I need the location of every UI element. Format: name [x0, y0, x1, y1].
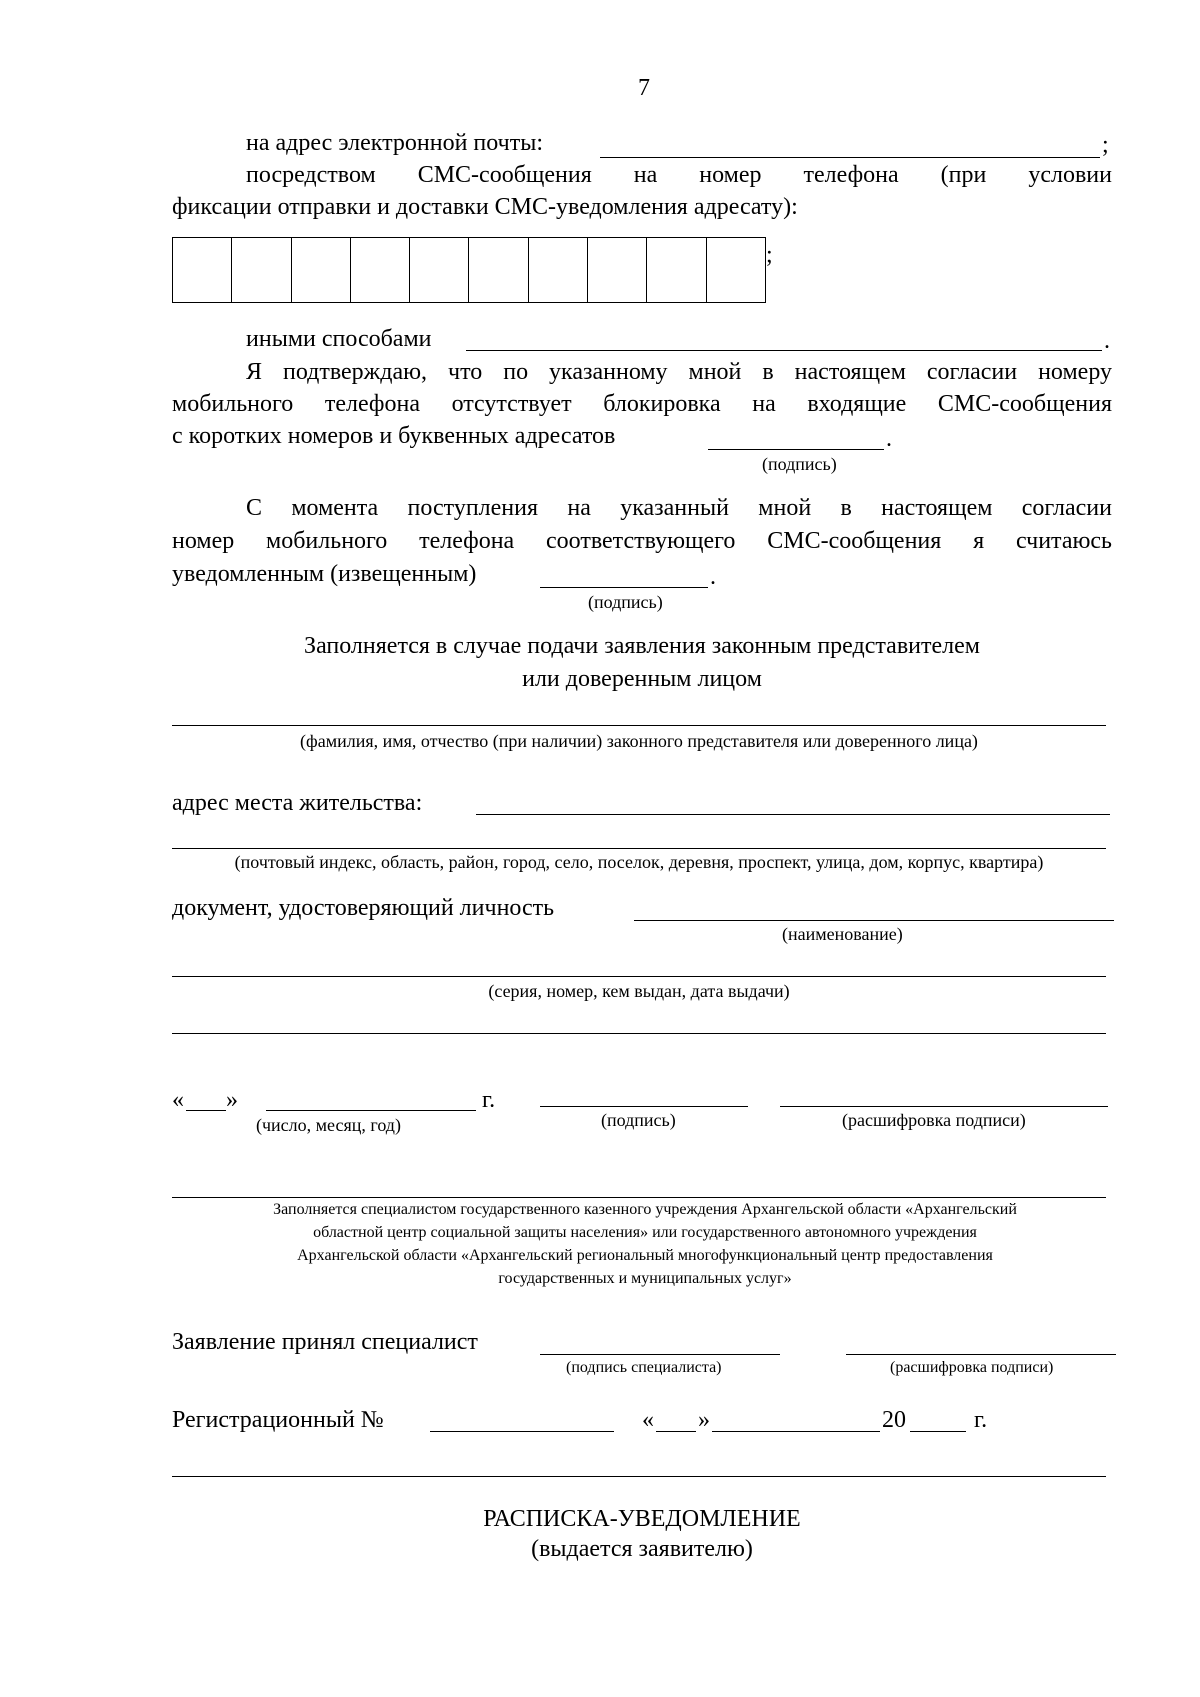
confirm-line-2: мобильного телефона отсутствует блокировка на входящие СМС-сообщения	[172, 391, 1112, 417]
address-caption: (почтовый индекс, область, район, город, село, поселок, деревня, проспект, улица, дом, корпус, квартира)	[234, 852, 1044, 872]
date-caption: (число, месяц, год)	[256, 1115, 401, 1135]
phone-digit-cell[interactable]	[173, 238, 232, 302]
registration-open-quote: «	[642, 1407, 654, 1433]
confirm-line-1: Я подтверждаю, что по указанному мной в настоящем согласии номеру	[246, 359, 1112, 385]
representative-fio-caption: (фамилия, имя, отчество (при наличии) законного представителя или доверенного лица)	[300, 731, 978, 751]
registration-close-quote: »	[698, 1407, 710, 1433]
id-document-name-field[interactable]	[634, 920, 1114, 921]
id-document-details-field-2[interactable]	[172, 1033, 1106, 1034]
specialist-note-line-1: Заполняется специалистом государственного казенного учреждения Архангельской области «Архангельский	[273, 1201, 1017, 1218]
confirm-line-3-end: .	[886, 426, 892, 452]
phone-digit-cell[interactable]	[351, 238, 410, 302]
phone-end: ;	[766, 242, 773, 268]
page-number: 7	[638, 75, 650, 101]
id-document-details-field[interactable]	[172, 976, 1106, 977]
section-divider-2	[172, 1476, 1106, 1477]
phone-digit-cell[interactable]	[410, 238, 469, 302]
registration-year-prefix: 20	[882, 1407, 906, 1433]
date-open-quote: «	[172, 1087, 184, 1113]
moment-line-3-end: .	[710, 564, 716, 590]
phone-digit-cell[interactable]	[529, 238, 588, 302]
phone-digit-cell[interactable]	[588, 238, 647, 302]
specialist-decode-field[interactable]	[846, 1354, 1116, 1355]
phone-number-grid	[172, 237, 766, 303]
moment-line-3: уведомленным (извещенным)	[172, 561, 477, 587]
registration-year-field[interactable]	[910, 1431, 966, 1432]
address-label: адрес места жительства:	[172, 790, 423, 816]
address-field[interactable]	[476, 814, 1110, 815]
other-methods-label: иными способами	[246, 326, 432, 352]
section-divider	[172, 1197, 1106, 1198]
representative-signature-caption: (подпись)	[601, 1110, 676, 1130]
specialist-note-line-2: областной центр социальной защиты населения» или государственного автономного учреждения	[313, 1224, 977, 1241]
receipt-subtitle: (выдается заявителю)	[531, 1536, 753, 1562]
specialist-note-line-3: Архангельской области «Архангельский региональный многофункциональный центр предоставления	[297, 1247, 993, 1264]
representative-decode-field[interactable]	[780, 1106, 1108, 1107]
representative-signature-field[interactable]	[540, 1106, 748, 1107]
accepted-label: Заявление принял специалист	[172, 1329, 478, 1355]
phone-digit-cell[interactable]	[232, 238, 291, 302]
phone-digit-cell[interactable]	[707, 238, 765, 302]
moment-signature-field[interactable]	[540, 587, 708, 588]
date-day-field[interactable]	[186, 1110, 226, 1111]
other-methods-field[interactable]	[466, 350, 1102, 351]
specialist-signature-caption: (подпись специалиста)	[566, 1359, 722, 1376]
representative-fio-field[interactable]	[172, 725, 1106, 726]
id-document-label: документ, удостоверяющий личность	[172, 895, 555, 921]
id-document-details-caption: (серия, номер, кем выдан, дата выдачи)	[488, 981, 790, 1001]
registration-label: Регистрационный №	[172, 1407, 384, 1433]
registration-year-suffix: г.	[974, 1407, 988, 1433]
id-document-name-caption: (наименование)	[782, 924, 903, 944]
email-field[interactable]	[600, 157, 1100, 158]
receipt-title: РАСПИСКА-УВЕДОМЛЕНИЕ	[483, 1506, 801, 1532]
sms-line-1: посредством СМС-сообщения на номер телефона (при условии	[246, 162, 1112, 188]
date-year-suffix: г.	[482, 1087, 496, 1113]
address-field-2[interactable]	[172, 848, 1106, 849]
representative-heading-2: или доверенным лицом	[522, 666, 762, 692]
registration-number-field[interactable]	[430, 1431, 614, 1432]
date-month-year-field[interactable]	[266, 1110, 476, 1111]
representative-decode-caption: (расшифровка подписи)	[842, 1110, 1026, 1130]
registration-month-field[interactable]	[712, 1431, 880, 1432]
confirm-signature-field[interactable]	[708, 449, 884, 450]
phone-digit-cell[interactable]	[647, 238, 706, 302]
moment-line-1: С момента поступления на указанный мной в настоящем согласии	[246, 495, 1112, 521]
specialist-decode-caption: (расшифровка подписи)	[890, 1359, 1054, 1376]
moment-line-2: номер мобильного телефона соответствующего СМС-сообщения я считаюсь	[172, 528, 1112, 554]
email-label: на адрес электронной почты:	[246, 130, 543, 156]
representative-heading-1: Заполняется в случае подачи заявления законным представителем	[304, 633, 980, 659]
moment-signature-caption: (подпись)	[588, 592, 663, 612]
specialist-signature-field[interactable]	[540, 1354, 780, 1355]
specialist-note-line-4: государственных и муниципальных услуг»	[498, 1270, 792, 1287]
registration-day-field[interactable]	[656, 1431, 696, 1432]
sms-line-2: фиксации отправки и доставки СМС-уведомления адресату):	[172, 194, 798, 220]
confirm-line-3: с коротких номеров и буквенных адресатов	[172, 423, 616, 449]
date-close-quote: »	[226, 1087, 238, 1113]
phone-digit-cell[interactable]	[469, 238, 528, 302]
confirm-signature-caption: (подпись)	[762, 454, 837, 474]
phone-digit-cell[interactable]	[292, 238, 351, 302]
other-methods-end: .	[1104, 328, 1110, 354]
email-end: ;	[1102, 132, 1109, 158]
